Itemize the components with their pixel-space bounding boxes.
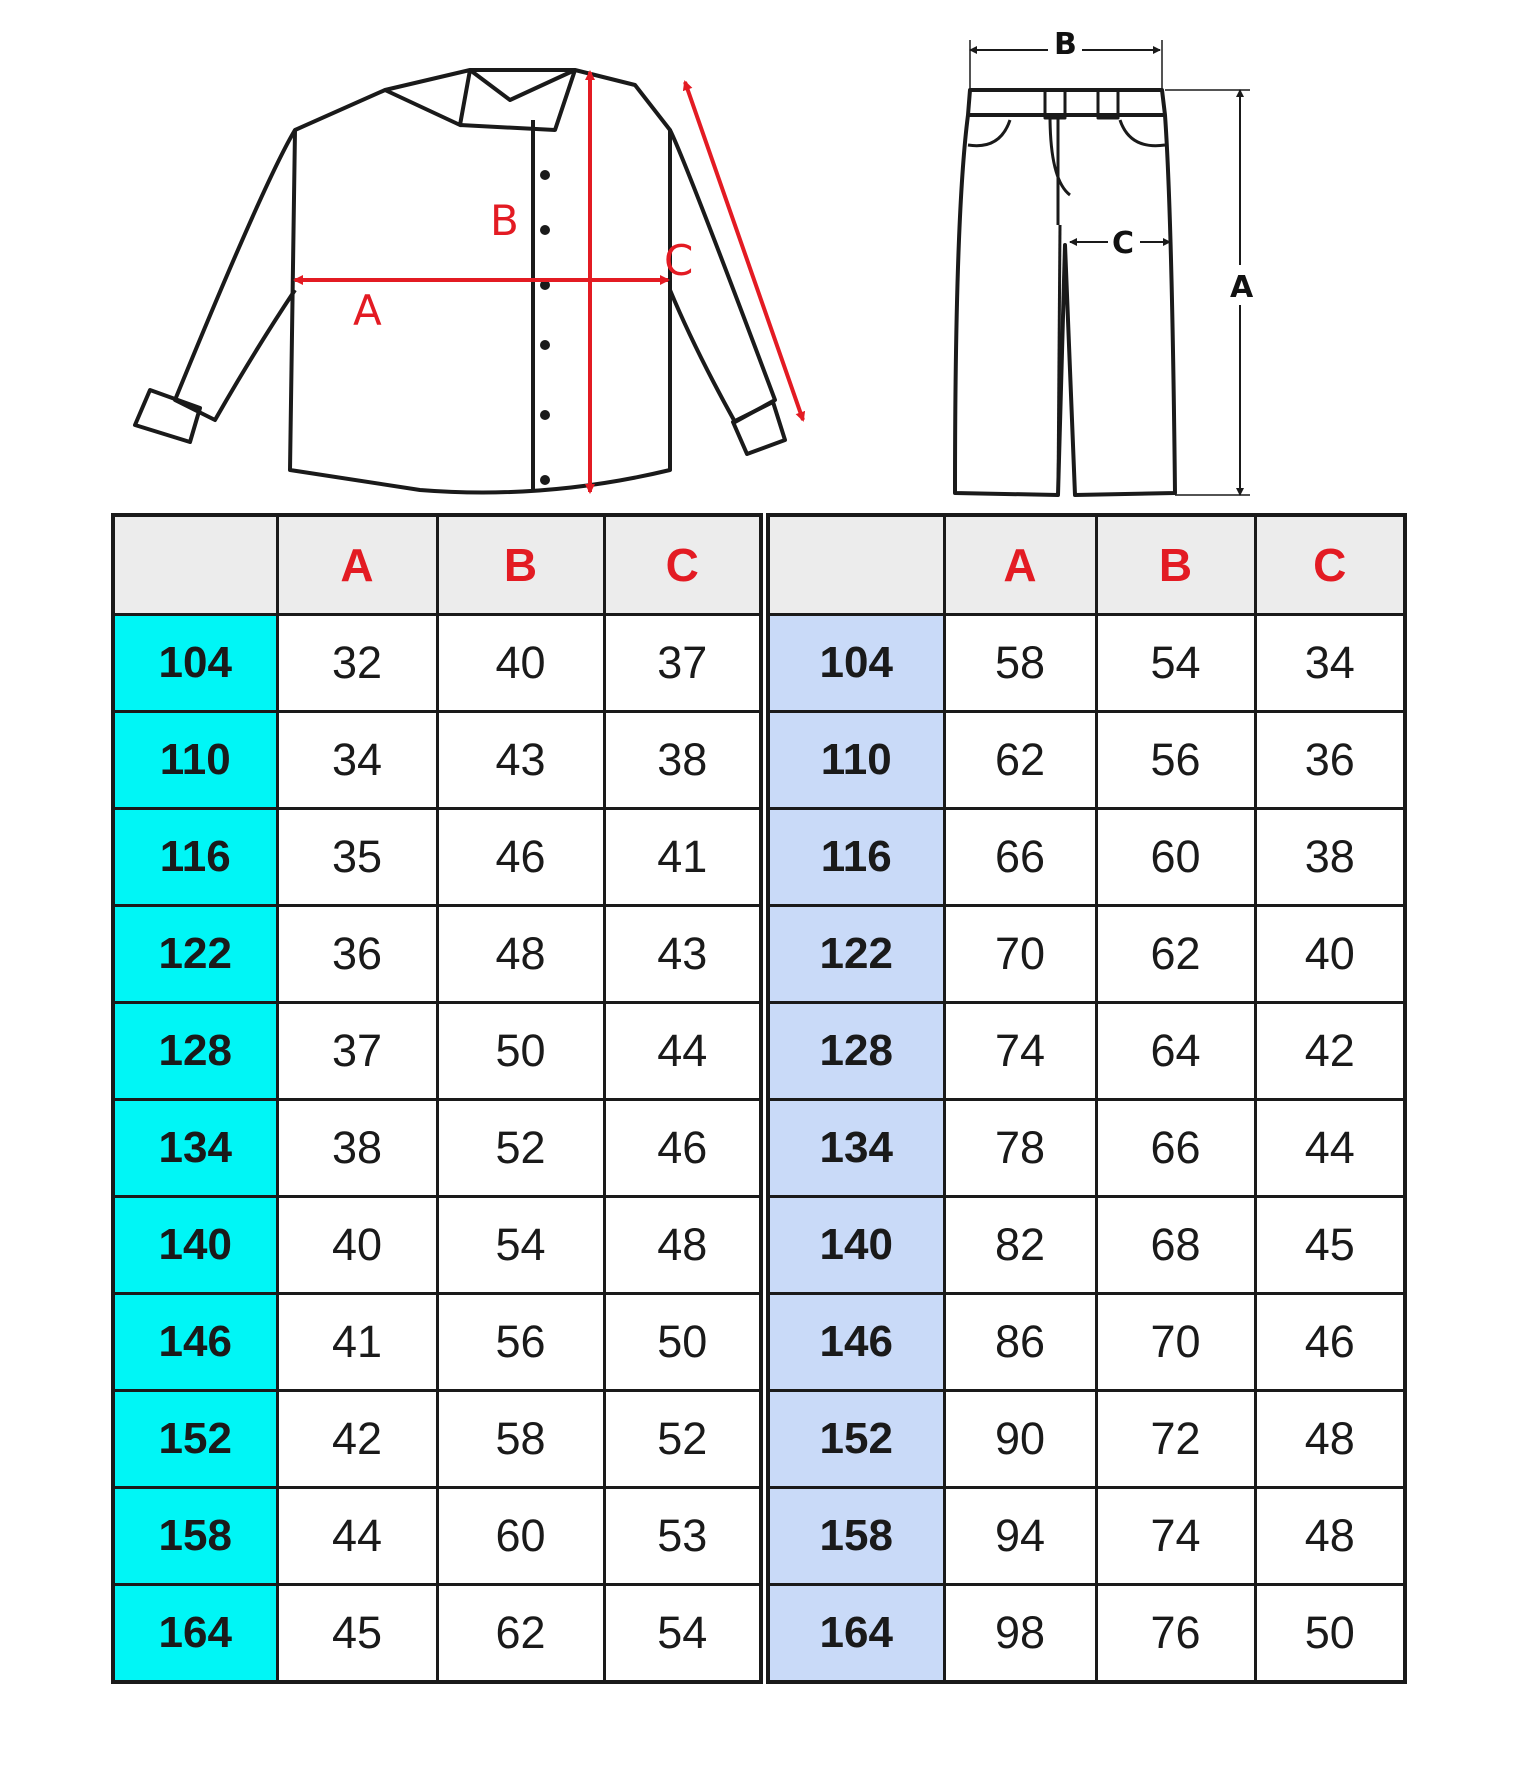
measure-cell-a: 37 [277, 1003, 437, 1100]
measure-cell-a: 74 [944, 1003, 1096, 1100]
measure-cell-c: 37 [604, 615, 761, 712]
table-header-row [113, 515, 761, 615]
size-cell: 116 [113, 809, 277, 906]
measure-cell-c: 34 [1255, 615, 1405, 712]
size-cell: 122 [113, 906, 277, 1003]
size-cell: 152 [768, 1391, 944, 1488]
measure-cell-a: 82 [944, 1197, 1096, 1294]
measure-cell-a: 42 [277, 1391, 437, 1488]
measure-cell-c: 38 [1255, 809, 1405, 906]
measure-cell-b: 54 [437, 1197, 604, 1294]
measure-cell-a: 34 [277, 712, 437, 809]
measure-cell-b: 72 [1096, 1391, 1255, 1488]
shirt-diagram [115, 30, 765, 510]
header-a: A [944, 515, 1096, 615]
table-row [768, 1391, 1405, 1488]
table-row [113, 1294, 761, 1391]
measure-cell-c: 50 [604, 1294, 761, 1391]
size-cell: 152 [113, 1391, 277, 1488]
measure-cell-c: 46 [1255, 1294, 1405, 1391]
measure-cell-c: 41 [604, 809, 761, 906]
table-row [113, 809, 761, 906]
header-blank [113, 515, 277, 615]
measure-cell-c: 50 [1255, 1585, 1405, 1683]
size-cell: 104 [768, 615, 944, 712]
measure-cell-c: 52 [604, 1391, 761, 1488]
table-row [113, 906, 761, 1003]
header-c: C [604, 515, 761, 615]
measure-cell-c: 46 [604, 1100, 761, 1197]
measure-cell-c: 48 [1255, 1391, 1405, 1488]
measure-cell-a: 58 [944, 615, 1096, 712]
measure-cell-b: 56 [437, 1294, 604, 1391]
measure-cell-b: 76 [1096, 1585, 1255, 1683]
table-row [768, 1294, 1405, 1391]
pants-label-c: C [1112, 226, 1135, 261]
measure-cell-a: 66 [944, 809, 1096, 906]
shirt-label-c: C [664, 236, 694, 285]
measure-cell-a: 44 [277, 1488, 437, 1585]
shirt-buttons [540, 170, 550, 485]
table-row [113, 1488, 761, 1585]
measure-cell-b: 62 [1096, 906, 1255, 1003]
measure-cell-a: 70 [944, 906, 1096, 1003]
measure-cell-b: 56 [1096, 712, 1255, 809]
size-cell: 122 [768, 906, 944, 1003]
measure-cell-a: 32 [277, 615, 437, 712]
size-cell: 110 [113, 712, 277, 809]
measure-cell-b: 54 [1096, 615, 1255, 712]
measure-cell-c: 44 [1255, 1100, 1405, 1197]
measure-cell-a: 45 [277, 1585, 437, 1683]
size-cell: 146 [113, 1294, 277, 1391]
header-c: C [1255, 515, 1405, 615]
measure-cell-b: 46 [437, 809, 604, 906]
size-cell: 164 [113, 1585, 277, 1683]
table-row [768, 906, 1405, 1003]
measure-cell-c: 40 [1255, 906, 1405, 1003]
pants-label-a: A [1230, 270, 1254, 305]
table-row [768, 1100, 1405, 1197]
measure-cell-a: 62 [944, 712, 1096, 809]
size-cell: 140 [768, 1197, 944, 1294]
header-b: B [437, 515, 604, 615]
size-cell: 128 [768, 1003, 944, 1100]
measure-cell-b: 70 [1096, 1294, 1255, 1391]
pants-outline [955, 90, 1175, 495]
size-cell: 134 [768, 1100, 944, 1197]
measure-cell-b: 62 [437, 1585, 604, 1683]
table-row [113, 1003, 761, 1100]
size-cell: 146 [768, 1294, 944, 1391]
measure-cell-b: 52 [437, 1100, 604, 1197]
header-a: A [277, 515, 437, 615]
measure-cell-c: 54 [604, 1585, 761, 1683]
measure-cell-b: 58 [437, 1391, 604, 1488]
measure-cell-b: 60 [1096, 809, 1255, 906]
size-cell: 116 [768, 809, 944, 906]
measure-cell-b: 50 [437, 1003, 604, 1100]
table-row [113, 1585, 761, 1683]
measure-cell-b: 66 [1096, 1100, 1255, 1197]
table-row [768, 809, 1405, 906]
pants-table-body [768, 615, 1405, 1683]
shirt-table-body [113, 615, 761, 1683]
table-row [113, 1197, 761, 1294]
pants-diagram [940, 27, 1270, 510]
measure-cell-c: 53 [604, 1488, 761, 1585]
table-row [113, 712, 761, 809]
measure-cell-a: 40 [277, 1197, 437, 1294]
shirt-label-a: A [353, 286, 382, 335]
size-cell: 104 [113, 615, 277, 712]
measure-cell-c: 44 [604, 1003, 761, 1100]
size-cell: 110 [768, 712, 944, 809]
measure-cell-b: 74 [1096, 1488, 1255, 1585]
header-b: B [1096, 515, 1255, 615]
measure-cell-a: 98 [944, 1585, 1096, 1683]
size-cell: 128 [113, 1003, 277, 1100]
measure-cell-c: 48 [604, 1197, 761, 1294]
size-cell: 140 [113, 1197, 277, 1294]
measure-cell-c: 45 [1255, 1197, 1405, 1294]
measure-cell-a: 38 [277, 1100, 437, 1197]
measure-cell-b: 40 [437, 615, 604, 712]
size-cell: 164 [768, 1585, 944, 1683]
shirt-arrow-c [685, 82, 803, 420]
measure-cell-a: 94 [944, 1488, 1096, 1585]
table-row [768, 1003, 1405, 1100]
size-cell: 158 [768, 1488, 944, 1585]
measure-cell-c: 43 [604, 906, 761, 1003]
pants-label-b: B [1054, 27, 1077, 62]
measure-cell-b: 64 [1096, 1003, 1255, 1100]
size-cell: 158 [113, 1488, 277, 1585]
shirt-size-table [111, 513, 763, 1684]
measure-cell-c: 36 [1255, 712, 1405, 809]
measure-cell-b: 60 [437, 1488, 604, 1585]
measure-cell-a: 41 [277, 1294, 437, 1391]
measure-cell-b: 68 [1096, 1197, 1255, 1294]
table-row [768, 1197, 1405, 1294]
table-row [113, 1391, 761, 1488]
measure-cell-c: 48 [1255, 1488, 1405, 1585]
table-row [768, 1488, 1405, 1585]
measure-cell-a: 90 [944, 1391, 1096, 1488]
pants-size-table [766, 513, 1407, 1684]
table-row [113, 615, 761, 712]
measure-cell-a: 78 [944, 1100, 1096, 1197]
shirt-label-b: B [490, 196, 519, 245]
size-cell: 134 [113, 1100, 277, 1197]
measure-cell-b: 43 [437, 712, 604, 809]
table-header-row [768, 515, 1405, 615]
measure-cell-b: 48 [437, 906, 604, 1003]
measure-cell-c: 42 [1255, 1003, 1405, 1100]
table-row [768, 615, 1405, 712]
measure-cell-a: 36 [277, 906, 437, 1003]
measure-cell-a: 86 [944, 1294, 1096, 1391]
header-blank [768, 515, 944, 615]
table-row [768, 712, 1405, 809]
table-row [768, 1585, 1405, 1683]
measure-cell-a: 35 [277, 809, 437, 906]
measure-cell-c: 38 [604, 712, 761, 809]
table-row [113, 1100, 761, 1197]
